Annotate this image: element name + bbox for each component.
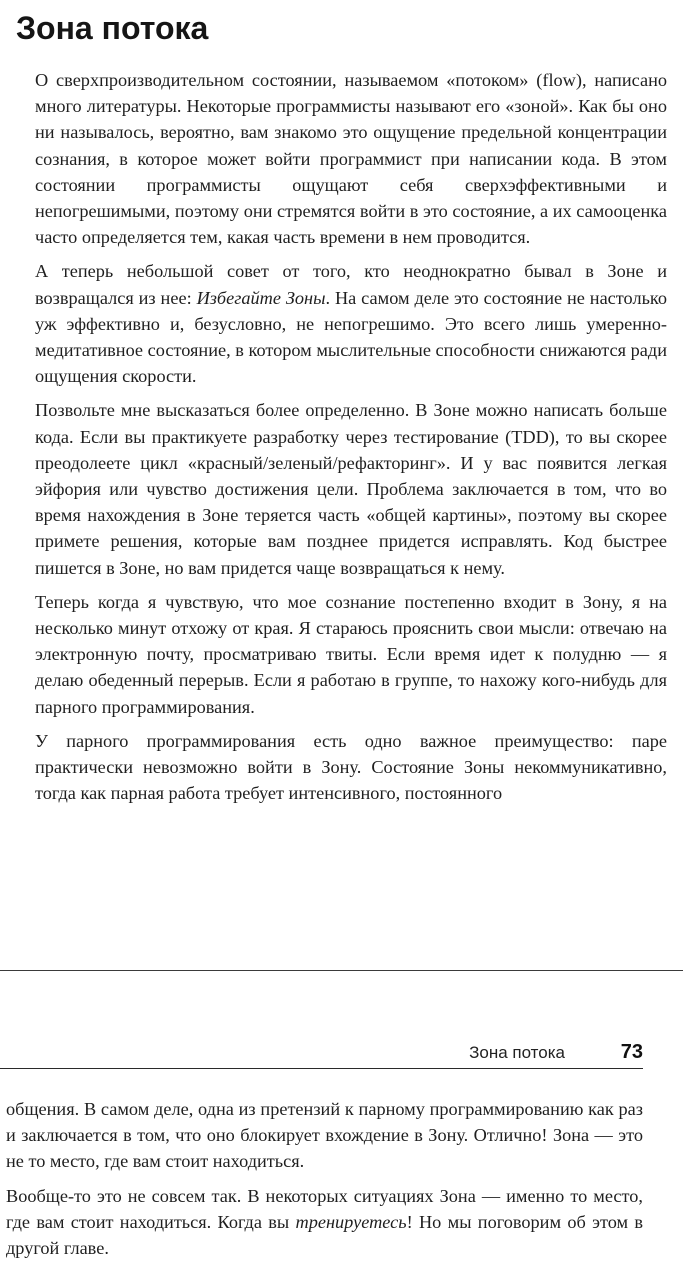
paragraph-practice: [6, 1183, 643, 1262]
practice-emphasis: тренируетесь: [295, 1211, 407, 1232]
running-header-title: Зона потока: [469, 1043, 565, 1062]
avoid-zone-emphasis: Избегайте Зоны: [196, 287, 326, 308]
paragraph-avoid-zone-lead: А теперь небольшой совет от того, кто неоднократно бывал в Зоне и возвращался из нее:: [35, 261, 667, 308]
paragraph-avoid-zone-rest: . На самом деле это состояние не настолько уж эффективно и, безусловно, не непогрешимо. Это всего лишь умеренно-медитативное состояние, в котором мыслительные способности снижаются ради ощущения скорости.: [35, 287, 668, 387]
paragraph-be-specific: Позвольте мне высказаться более определенно. В Зоне можно написать больше кода. Если вы практикуете разработку через тестирование (TDD), то вы скорее преодолеете цикл «красный/зеленый/рефакторинг». И у вас появится легкая эйфория или чувство достижения цели. Проблема заключается в том, что во время нахождения в Зоне теряется часть «общей картины», поэтому вы скорее примете решения, которые вам позднее придется исправлять. Код быстрее пишется в Зоне, но вам придется чаще возвращаться к нему.: [35, 400, 667, 578]
page-divider: [0, 970, 683, 971]
running-header: [0, 1038, 643, 1069]
paragraph-communication: общения. В самом деле, одна из претензий к парному программированию как раз и заключается в том, что оно блокирует вхождение в Зону. Отлично! Зона — это не то место, где вам стоит находиться.: [6, 1099, 643, 1172]
paragraph-practice-rest: ! Но мы поговорим об этом в другой главе.: [6, 1211, 643, 1259]
paragraph-pairing: У парного программирования есть одно важное преимущество: паре практически невозможно войти в Зону. Состояние Зоны некоммуникативно, тогда как парная работа требует интенсивного, постоянного: [35, 730, 667, 804]
paragraph-avoid-zone: [35, 258, 667, 389]
page-1-body: [35, 67, 667, 814]
paragraph-flow-intro: О сверхпроизводительном состоянии, называемом «потоком» (flow), написано много литературы. Некоторые программисты называют его «зоной». Как бы оно ни называлось, вероятно, вам знакомо это ощущение предельной концентрации сознания, в которое может войти программист при написании кода. В этом состоянии программисты ощущают себя сверхэффективными и непогрешимыми, поэтому они стремятся войти в это состояние, а их самооценка часто определяется тем, какая часть времени в нем проводится.: [35, 70, 667, 248]
page-number: 73: [620, 1041, 643, 1063]
paragraph-practice-lead: Вообще-то это не совсем так. В некоторых ситуациях Зона — именно то место, где вам стоит находиться. Когда вы: [6, 1185, 643, 1232]
section-heading: Зона потока: [16, 10, 209, 46]
page-2-body: [6, 1096, 643, 1269]
paragraph-step-away: Теперь когда я чувствую, что мое сознание постепенно входит в Зону, я на несколько минут отхожу от края. Я стараюсь прояснить свои мысли: отвечаю на электронную почту, просматриваю твиты. Если время идет к полудню — я делаю обеденный перерыв. Если я работаю в группе, то нахожу кого-нибудь для парного программирования.: [35, 591, 667, 717]
